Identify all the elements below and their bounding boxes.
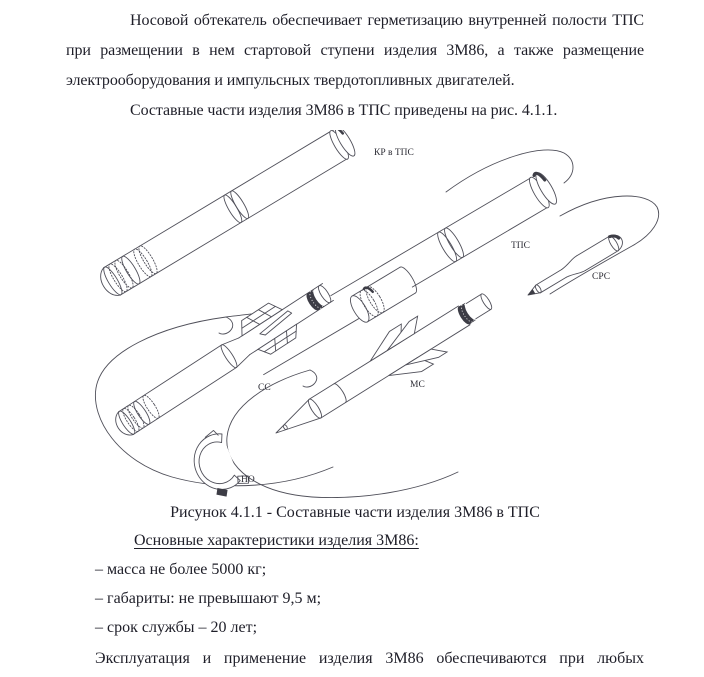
no-fairing-drawing	[186, 425, 252, 498]
characteristics-heading-text: Основные характеристики изделия 3М86:	[134, 532, 419, 549]
figure-label-ms: МС	[410, 380, 425, 390]
figure-caption: Рисунок 4.1.1 - Составные части изделия 3М86 в ТПС	[170, 504, 540, 521]
kr-v-tps-drawing	[95, 130, 358, 301]
paragraph-1-line-3: электрооборудования и импульсных твердотопливных двигателей.	[66, 72, 515, 89]
characteristic-item-mass: – масса не более 5000 кг;	[95, 561, 267, 578]
figure-label-no: НО	[241, 475, 255, 485]
envelope-curves	[95, 150, 658, 498]
closing-paragraph: Эксплуатация и применение изделия 3М86 обеспечиваются при любых	[95, 650, 644, 667]
figure-label-srs: СРС	[592, 272, 611, 282]
paragraph-1-line-1: Носовой обтекатель обеспечивает герметизацию внутренней полости ТПС	[130, 12, 644, 29]
figure-drawing	[0, 130, 704, 498]
text-column	[66, 6, 644, 674]
characteristics-list	[66, 555, 644, 642]
characteristic-item-dimensions: – габариты: не превышают 9,5 м;	[95, 590, 322, 607]
paragraph-1-line-2: при размещении в нем стартовой ступени изделия 3М86, а также размещение	[66, 42, 644, 59]
characteristic-item-service-life: – срок службы – 20 лет;	[95, 619, 258, 636]
paragraph-2: Составные части изделия 3М86 в ТПС приведены на рис. 4.1.1.	[130, 102, 558, 119]
figure-3m86-components	[0, 130, 704, 498]
figure-label-kr-v-tps: КР в ТПС	[374, 148, 414, 158]
figure-label-tps: ТПС	[511, 241, 530, 251]
characteristics-heading	[66, 529, 644, 552]
figure-label-ss: СС	[258, 383, 271, 393]
srs-drawing	[524, 232, 626, 303]
